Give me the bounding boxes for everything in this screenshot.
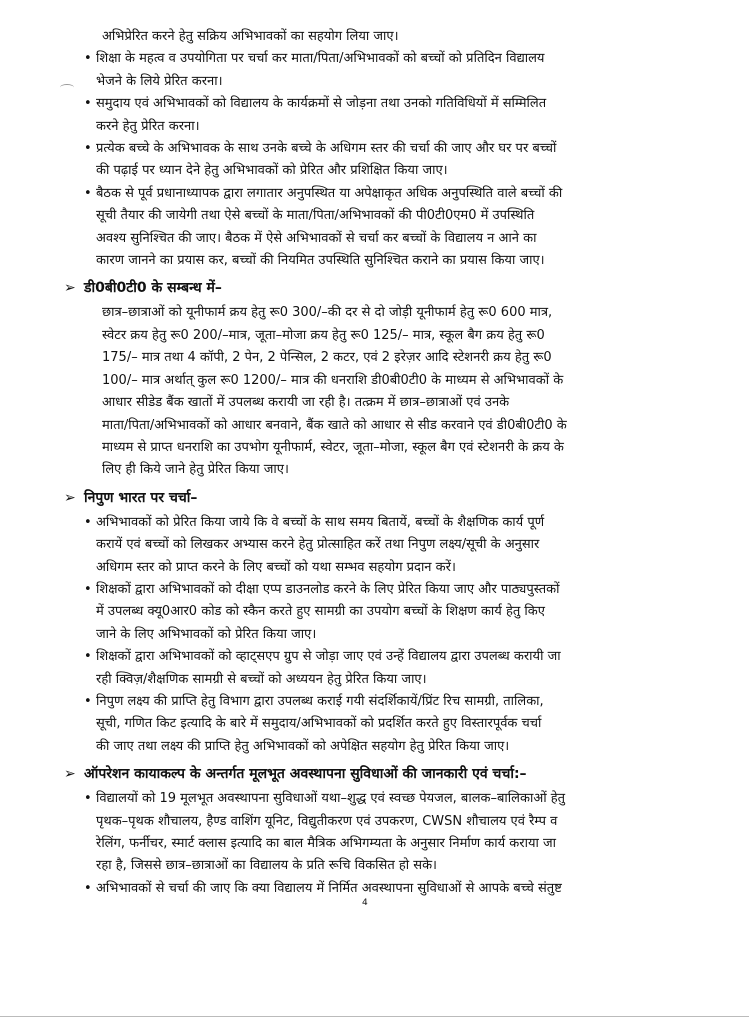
paragraph-line: माता/पिता/अभिभावकों को आधार बनवाने, बैंक खाते को आधार से सीड करवाने एवं डी0बी0टी0 के bbox=[102, 417, 567, 433]
paragraph-line: आधार सीडेड बैंक खातों में उपलब्ध करायी जा रही है। तत्क्रम में छात्र–छात्राओं एवं उनके bbox=[102, 395, 510, 411]
paragraph-line: 175/– मात्र तथा 4 कॉपी, 2 पेन, 2 पेन्सिल, 2 कटर, एवं 2 इरेज़र आदि स्टेशनरी क्रय हेतु रू0 bbox=[102, 350, 552, 366]
list-item-text: पृथक–पृथक शौचालय, हैण्ड वाशिंग यूनिट, विद्युतीकरण एवं उपकरण, CWSN शौचालय एवं रैम्प व bbox=[96, 813, 558, 829]
bullet-icon: • bbox=[84, 880, 92, 896]
page-number: 4 bbox=[362, 898, 368, 908]
section-heading-text: डी0बी0टी0 के सम्बन्ध में– bbox=[84, 280, 222, 297]
list-item bbox=[84, 116, 714, 138]
bullet-icon: • bbox=[84, 581, 92, 597]
bullet-icon: • bbox=[84, 693, 92, 709]
list-item-text: में उपलब्ध क्यू0आर0 कोड को स्कैन करते हुए सामग्री का उपयोग बच्चों के शिक्षण कार्य हेतु किए bbox=[96, 604, 545, 620]
paragraph-line: माध्यम से प्राप्त धनराशि का उपभोग यूनीफार्म, स्वेटर, जूता–मोजा, स्कूल बैग एवं स्टेशनरी के क्रय के bbox=[102, 439, 564, 455]
list-item-text: करायें एवं बच्चों को लिखकर अभ्यास करने हेतु प्रोत्साहित करें तथा निपुण लक्ष्य/सूची के अनुसार bbox=[96, 537, 540, 553]
list-item-text: रही क्विज़/शैक्षणिक सामग्री से बच्चों को अध्ययन हेतु प्रेरित किया जाए। bbox=[96, 671, 427, 687]
bullet-icon: • bbox=[84, 514, 92, 530]
list-item-text: शिक्षा के महत्व व उपयोगिता पर चर्चा कर माता/पिता/अभिभावकों को बच्चों को प्रतिदिन विद्यालय bbox=[96, 51, 545, 67]
list-item bbox=[84, 205, 714, 227]
bullet-icon: • bbox=[84, 649, 92, 665]
bullet-icon: • bbox=[84, 791, 92, 807]
list-item-text: सूची तैयार की जायेगी तथा ऐसे बच्चों के माता/पिता/अभिभावकों की पी0टी0एम0 में उपस्थिति bbox=[96, 208, 535, 224]
paragraph-line: अभिप्रेरित करने हेतु सक्रिय अभिभावकों का सहयोग लिया जाए। bbox=[102, 29, 399, 44]
list-item bbox=[84, 579, 714, 601]
list-item bbox=[84, 624, 714, 646]
list-item bbox=[84, 183, 714, 205]
section-heading-kayakalp bbox=[64, 762, 714, 786]
paragraph-line: छात्र–छात्राओं को यूनीफार्म क्रय हेतु रू0 300/–की दर से दो जोड़ी यूनीफार्म हेतु रू0 600 मात्र, bbox=[102, 305, 553, 321]
list-item-text: करने हेतु प्रेरित करना। bbox=[96, 118, 200, 134]
page-bottom-edge bbox=[0, 1016, 749, 1017]
bullet-icon: • bbox=[84, 185, 92, 201]
list-item-text: की जाए तथा लक्ष्य की प्राप्ति हेतु अभिभावकों को अपेक्षित सहयोग हेतु प्रेरित किया जाए। bbox=[96, 738, 510, 754]
paragraph-line: स्वेटर क्रय हेतु रू0 200/–मात्र, जूता–मोजा क्रय हेतु रू0 125/– मात्र, स्कूल बैग क्रय हेतु रू0 bbox=[102, 327, 545, 343]
list-item bbox=[84, 691, 714, 713]
list-item-text: कारण जानने का प्रयास कर, बच्चों की नियमित उपस्थिति सुनिश्चित कराने का प्रयास किया जाए। bbox=[96, 253, 545, 269]
list-item-text: शिक्षकों द्वारा अभिभावकों को दीक्षा एप्प डाउनलोड करने के लिए प्रेरित किया जाए और पाठ्यपुस्तकों bbox=[96, 581, 560, 597]
section-heading-text: निपुण भारत पर चर्चा– bbox=[84, 489, 198, 506]
list-item bbox=[84, 833, 714, 855]
list-item-text: विद्यालयों को 19 मूलभूत अवस्थापना सुविधाओं यथा–शुद्ध एवं स्वच्छ पेयजल, बालक–बालिकाओं हेतु bbox=[96, 791, 566, 807]
page-content bbox=[64, 26, 714, 900]
bullet-icon: • bbox=[84, 96, 92, 112]
list-item bbox=[84, 855, 714, 877]
list-item-text: अभिभावकों से चर्चा की जाए कि क्या विद्यालय में निर्मित अवस्थापना सुविधाओं से आपके बच्चे संतुष्ट bbox=[96, 880, 562, 896]
list-item bbox=[84, 646, 714, 668]
section-heading-nipun bbox=[64, 486, 714, 510]
bullet-icon: • bbox=[84, 141, 92, 157]
list-item bbox=[84, 669, 714, 691]
list-item bbox=[84, 512, 714, 534]
arrow-icon: ➢ bbox=[64, 766, 76, 783]
section-heading-text: ऑपरेशन कायाकल्प के अन्तर्गत मूलभूत अवस्थापना सुविधाओं की जानकारी एवं चर्चा:– bbox=[84, 766, 527, 783]
list-item-text: की पढ़ाई पर ध्यान देने हेतु अभिभावकों को प्रेरित और प्रशिक्षित किया जाए। bbox=[96, 163, 448, 179]
list-item bbox=[84, 557, 714, 579]
bullet-icon: • bbox=[84, 51, 92, 67]
list-item-text: निपुण लक्ष्य की प्राप्ति हेतु विभाग द्वारा उपलब्ध कराई गयी संदर्शिकायें/प्रिंट रिच सामग्री, तालिका, bbox=[96, 693, 544, 709]
arrow-icon: ➢ bbox=[64, 280, 76, 297]
list-item-text: अभिभावकों को प्रेरित किया जाये कि वे बच्चों के साथ समय बितायें, बच्चों के शैक्षणिक कार्य पूर्ण bbox=[96, 514, 545, 530]
list-item bbox=[84, 250, 714, 272]
list-item bbox=[84, 601, 714, 623]
scan-mark bbox=[60, 84, 74, 91]
paragraph-line: 100/– मात्र अर्थात् कुल रू0 1200/– मात्र की धनराशि डी0बी0टी0 के माध्यम से अभिभावकों के bbox=[102, 372, 564, 388]
list-item-text: सूची, गणित किट इत्यादि के बारे में समुदाय/अभिभावकों को प्रदर्शित करते हुए विस्तारपूर्वक चर्चा bbox=[96, 716, 542, 732]
list-item bbox=[84, 811, 714, 833]
list-item-text: शिक्षकों द्वारा अभिभावकों को व्हाट्सएप ग्रुप से जोड़ा जाए एवं उन्हें विद्यालय द्वारा उपलब्ध करायी जा bbox=[96, 649, 561, 665]
list-item bbox=[84, 878, 714, 900]
list-item-text: बैठक से पूर्व प्रधानाध्यापक द्वारा लगातार अनुपस्थित या अपेक्षाकृत अधिक अनुपस्थिति वाले बच्चों की bbox=[96, 185, 563, 201]
list-item-text: रहा है, जिससे छात्र–छात्राओं का विद्यालय के प्रति रूचि विकसित हो सके। bbox=[96, 858, 437, 874]
list-item bbox=[84, 228, 714, 250]
list-item-text: प्रत्येक बच्चे के अभिभावक के साथ उनके बच्चे के अधिगम स्तर की चर्चा की जाए और घर पर बच्चों bbox=[96, 141, 557, 157]
section-heading-dbt bbox=[64, 276, 714, 300]
list-item bbox=[84, 138, 714, 160]
list-item-text: समुदाय एवं अभिभावकों को विद्यालय के कार्यक्रमों से जोड़ना तथा उनको गतिविधियों में सम्मिलित bbox=[96, 96, 547, 112]
list-item bbox=[84, 93, 714, 115]
list-item-text: रेलिंग, फर्नीचर, स्मार्ट क्लास इत्यादि का बाल मैत्रिक अभिगम्यता के अनुसार निर्माण कार्य कराया जा bbox=[96, 836, 557, 851]
list-item bbox=[84, 48, 714, 70]
list-item-text: अधिगम स्तर को प्राप्त करने के लिए बच्चों को यथा सम्भव सहयोग प्रदान करें। bbox=[96, 559, 456, 575]
list-item-text: जाने के लिए अभिभावकों को प्रेरित किया जाए। bbox=[96, 626, 317, 642]
list-item-text: भेजने के लिये प्रेरित करना। bbox=[96, 73, 223, 89]
list-item bbox=[84, 713, 714, 735]
list-item bbox=[84, 534, 714, 556]
list-item bbox=[84, 160, 714, 182]
list-item bbox=[84, 71, 714, 93]
paragraph-line: लिए ही किये जाने हेतु प्रेरित किया जाए। bbox=[102, 462, 289, 478]
list-item-text: अवश्य सुनिश्चित की जाए। बैठक में ऐसे अभिभावकों से चर्चा कर बच्चों के विद्यालय न आने का bbox=[96, 230, 537, 246]
list-item bbox=[84, 788, 714, 810]
list-item bbox=[84, 736, 714, 758]
arrow-icon: ➢ bbox=[64, 489, 76, 506]
